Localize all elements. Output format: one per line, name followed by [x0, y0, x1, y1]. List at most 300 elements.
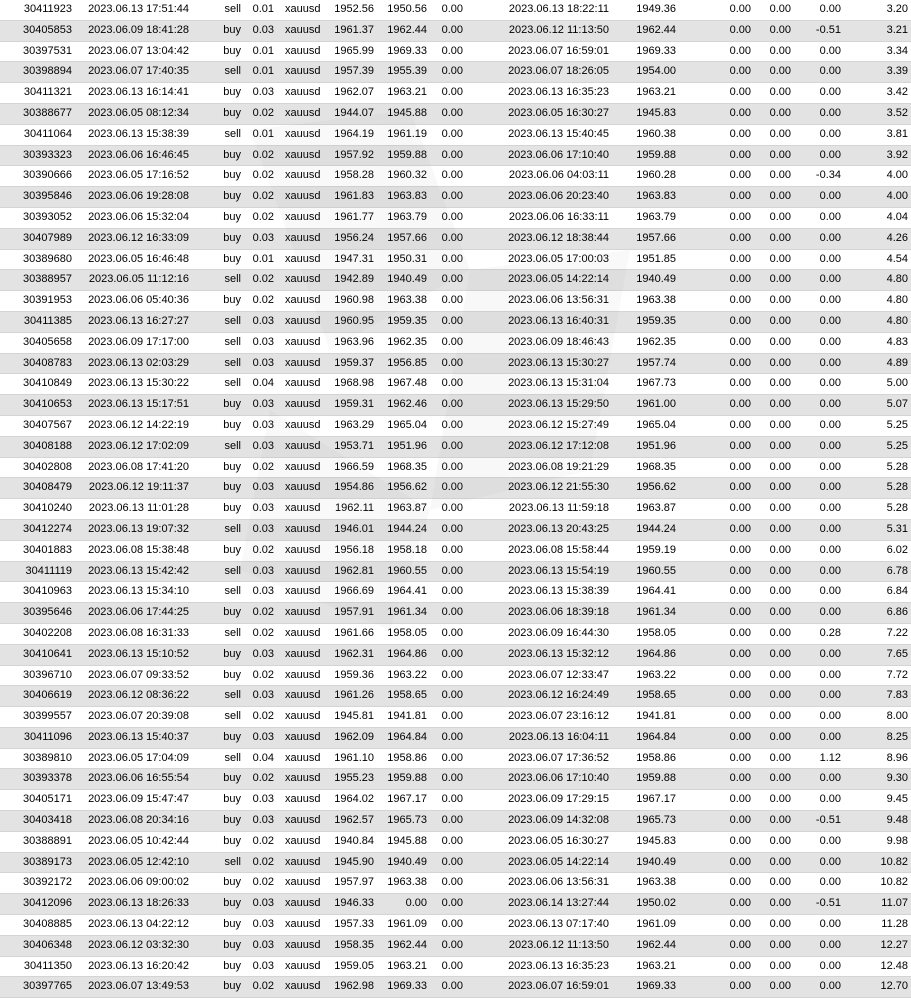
table-row[interactable]: [0, 187, 911, 208]
cell-open-price: 1956.18: [327, 540, 377, 561]
cell-taxes: 0.00: [754, 249, 794, 270]
cell-sl: 1961.19: [377, 124, 430, 145]
cell-close-time: 2023.06.06 13:56:31: [466, 291, 612, 312]
cell-taxes: 0.00: [754, 0, 794, 20]
cell-sl: 1950.56: [377, 0, 430, 20]
table-row[interactable]: [0, 166, 911, 187]
cell-type: buy: [192, 83, 244, 104]
cell-tp: 0.00: [430, 124, 466, 145]
cell-symbol: xauusd: [277, 457, 327, 478]
cell-profit: 4.80: [844, 291, 911, 312]
cell-close-time: 2023.06.05 14:22:14: [466, 270, 612, 291]
cell-close-price: 1960.55: [612, 561, 679, 582]
cell-volume: 0.02: [244, 187, 277, 208]
cell-taxes: 0.00: [754, 207, 794, 228]
cell-type: sell: [192, 686, 244, 707]
cell-symbol: xauusd: [277, 727, 327, 748]
table-row[interactable]: [0, 748, 911, 769]
cell-close-time: 2023.06.13 16:35:23: [466, 956, 612, 977]
cell-open-time: 2023.06.13 18:26:33: [75, 894, 192, 915]
cell-symbol: xauusd: [277, 540, 327, 561]
cell-taxes: 0.00: [754, 623, 794, 644]
cell-open-price: 1960.98: [327, 291, 377, 312]
cell-sl: 1958.18: [377, 540, 430, 561]
cell-type: sell: [192, 436, 244, 457]
cell-close-price: 1941.81: [612, 707, 679, 728]
cell-open-time: 2023.06.08 15:38:48: [75, 540, 192, 561]
cell-ticket: 30411321: [0, 83, 75, 104]
cell-sl: 1950.31: [377, 249, 430, 270]
cell-tp: 0.00: [430, 519, 466, 540]
cell-symbol: xauusd: [277, 977, 327, 998]
cell-close-time: 2023.06.12 11:13:50: [466, 20, 612, 41]
cell-open-price: 1944.07: [327, 103, 377, 124]
cell-commission: 0.00: [679, 0, 754, 20]
cell-tp: 0.00: [430, 873, 466, 894]
cell-type: sell: [192, 707, 244, 728]
table-row[interactable]: [0, 603, 911, 624]
cell-sl: 1956.85: [377, 353, 430, 374]
cell-type: buy: [192, 540, 244, 561]
cell-swap: -0.51: [794, 894, 844, 915]
cell-taxes: 0.00: [754, 41, 794, 62]
cell-type: sell: [192, 311, 244, 332]
table-row[interactable]: [0, 103, 911, 124]
cell-swap: 0.00: [794, 103, 844, 124]
cell-taxes: 0.00: [754, 977, 794, 998]
table-row[interactable]: [0, 540, 911, 561]
cell-sl: 1963.38: [377, 873, 430, 894]
cell-open-price: 1966.69: [327, 582, 377, 603]
cell-volume: 0.03: [244, 499, 277, 520]
cell-sl: 1969.33: [377, 41, 430, 62]
table-row[interactable]: [0, 561, 911, 582]
cell-taxes: 0.00: [754, 665, 794, 686]
cell-profit: 3.42: [844, 83, 911, 104]
cell-commission: 0.00: [679, 353, 754, 374]
cell-profit: 5.25: [844, 436, 911, 457]
cell-close-time: 2023.06.13 15:54:19: [466, 561, 612, 582]
cell-sl: 1958.05: [377, 623, 430, 644]
cell-type: buy: [192, 811, 244, 832]
cell-volume: 0.02: [244, 603, 277, 624]
table-row[interactable]: [0, 935, 911, 956]
cell-open-time: 2023.06.05 11:12:16: [75, 270, 192, 291]
cell-close-price: 1940.49: [612, 852, 679, 873]
cell-swap: 0.00: [794, 686, 844, 707]
cell-sl: 1965.73: [377, 811, 430, 832]
cell-commission: 0.00: [679, 894, 754, 915]
cell-tp: 0.00: [430, 790, 466, 811]
cell-tp: 0.00: [430, 582, 466, 603]
table-row[interactable]: [0, 582, 911, 603]
cell-type: buy: [192, 665, 244, 686]
table-row[interactable]: [0, 623, 911, 644]
cell-commission: 0.00: [679, 187, 754, 208]
cell-open-time: 2023.06.05 17:16:52: [75, 166, 192, 187]
cell-open-time: 2023.06.13 04:22:12: [75, 915, 192, 936]
table-row[interactable]: [0, 686, 911, 707]
cell-taxes: 0.00: [754, 270, 794, 291]
cell-tp: 0.00: [430, 145, 466, 166]
cell-commission: 0.00: [679, 41, 754, 62]
cell-commission: 0.00: [679, 415, 754, 436]
cell-sl: 1957.66: [377, 228, 430, 249]
cell-close-price: 1964.84: [612, 727, 679, 748]
cell-commission: 0.00: [679, 769, 754, 790]
cell-close-time: 2023.06.09 18:46:43: [466, 332, 612, 353]
cell-open-time: 2023.06.12 03:32:30: [75, 935, 192, 956]
cell-ticket: 30396710: [0, 665, 75, 686]
cell-open-time: 2023.06.06 17:44:25: [75, 603, 192, 624]
table-row[interactable]: [0, 145, 911, 166]
cell-type: buy: [192, 894, 244, 915]
table-row[interactable]: [0, 811, 911, 832]
cell-volume: 0.03: [244, 686, 277, 707]
cell-ticket: 30407567: [0, 415, 75, 436]
cell-type: sell: [192, 124, 244, 145]
cell-swap: 0.00: [794, 62, 844, 83]
cell-close-time: 2023.06.13 20:43:25: [466, 519, 612, 540]
cell-close-time: 2023.06.09 16:44:30: [466, 623, 612, 644]
table-row[interactable]: [0, 727, 911, 748]
cell-symbol: xauusd: [277, 124, 327, 145]
cell-close-price: 1951.96: [612, 436, 679, 457]
cell-open-time: 2023.06.13 15:10:52: [75, 644, 192, 665]
cell-open-price: 1959.36: [327, 665, 377, 686]
cell-type: buy: [192, 207, 244, 228]
cell-swap: 0.00: [794, 187, 844, 208]
cell-close-price: 1957.66: [612, 228, 679, 249]
cell-open-time: 2023.06.07 20:39:08: [75, 707, 192, 728]
cell-volume: 0.03: [244, 228, 277, 249]
table-row[interactable]: [0, 374, 911, 395]
cell-close-time: 2023.06.08 19:21:29: [466, 457, 612, 478]
cell-close-price: 1963.87: [612, 499, 679, 520]
cell-ticket: 30388957: [0, 270, 75, 291]
cell-volume: 0.02: [244, 665, 277, 686]
cell-ticket: 30412274: [0, 519, 75, 540]
table-row[interactable]: [0, 894, 911, 915]
cell-open-time: 2023.06.12 17:02:09: [75, 436, 192, 457]
cell-close-time: 2023.06.13 15:40:45: [466, 124, 612, 145]
cell-tp: 0.00: [430, 395, 466, 416]
cell-swap: 0.00: [794, 415, 844, 436]
table-row[interactable]: [0, 644, 911, 665]
cell-profit: 4.00: [844, 187, 911, 208]
cell-type: buy: [192, 228, 244, 249]
cell-open-time: 2023.06.08 17:41:20: [75, 457, 192, 478]
table-row[interactable]: [0, 790, 911, 811]
cell-profit: 3.92: [844, 145, 911, 166]
cell-profit: 9.30: [844, 769, 911, 790]
cell-volume: 0.02: [244, 873, 277, 894]
cell-ticket: 30408188: [0, 436, 75, 457]
table-row[interactable]: [0, 395, 911, 416]
cell-symbol: xauusd: [277, 249, 327, 270]
cell-type: buy: [192, 956, 244, 977]
cell-swap: 1.12: [794, 748, 844, 769]
table-row[interactable]: [0, 62, 911, 83]
table-row[interactable]: [0, 249, 911, 270]
cell-close-price: 1961.34: [612, 603, 679, 624]
cell-open-price: 1946.33: [327, 894, 377, 915]
cell-type: buy: [192, 727, 244, 748]
cell-tp: 0.00: [430, 436, 466, 457]
table-row[interactable]: [0, 0, 911, 20]
table-row[interactable]: [0, 707, 911, 728]
cell-close-time: 2023.06.07 18:26:05: [466, 62, 612, 83]
cell-close-time: 2023.06.08 15:58:44: [466, 540, 612, 561]
cell-sl: 1963.38: [377, 291, 430, 312]
cell-type: buy: [192, 20, 244, 41]
cell-close-time: 2023.06.05 14:22:14: [466, 852, 612, 873]
cell-commission: 0.00: [679, 519, 754, 540]
table-row[interactable]: [0, 519, 911, 540]
cell-sl: 1945.88: [377, 831, 430, 852]
cell-taxes: 0.00: [754, 166, 794, 187]
cell-close-price: 1958.65: [612, 686, 679, 707]
table-row[interactable]: [0, 207, 911, 228]
table-row[interactable]: [0, 956, 911, 977]
cell-sl: 1967.48: [377, 374, 430, 395]
table-row[interactable]: [0, 83, 911, 104]
cell-profit: 12.48: [844, 956, 911, 977]
cell-profit: 12.27: [844, 935, 911, 956]
table-row[interactable]: [0, 311, 911, 332]
cell-open-time: 2023.06.07 09:33:52: [75, 665, 192, 686]
cell-tp: 0.00: [430, 187, 466, 208]
table-row[interactable]: [0, 873, 911, 894]
cell-taxes: 0.00: [754, 374, 794, 395]
cell-tp: 0.00: [430, 415, 466, 436]
cell-type: buy: [192, 41, 244, 62]
cell-ticket: 30411385: [0, 311, 75, 332]
cell-open-time: 2023.06.13 15:17:51: [75, 395, 192, 416]
cell-ticket: 30389173: [0, 852, 75, 873]
cell-tp: 0.00: [430, 103, 466, 124]
cell-type: buy: [192, 873, 244, 894]
cell-type: buy: [192, 415, 244, 436]
cell-symbol: xauusd: [277, 769, 327, 790]
cell-ticket: 30410849: [0, 374, 75, 395]
cell-open-time: 2023.06.13 15:40:37: [75, 727, 192, 748]
cell-type: buy: [192, 769, 244, 790]
cell-open-time: 2023.06.13 15:42:42: [75, 561, 192, 582]
cell-volume: 0.01: [244, 249, 277, 270]
cell-profit: 11.28: [844, 915, 911, 936]
cell-volume: 0.03: [244, 83, 277, 104]
cell-commission: 0.00: [679, 207, 754, 228]
cell-close-time: 2023.06.07 17:36:52: [466, 748, 612, 769]
cell-ticket: 30388891: [0, 831, 75, 852]
cell-open-price: 1961.77: [327, 207, 377, 228]
cell-symbol: xauusd: [277, 894, 327, 915]
cell-commission: 0.00: [679, 623, 754, 644]
cell-sl: 1962.35: [377, 332, 430, 353]
cell-close-time: 2023.06.13 15:32:12: [466, 644, 612, 665]
cell-close-price: 1960.38: [612, 124, 679, 145]
cell-taxes: 0.00: [754, 499, 794, 520]
cell-ticket: 30410653: [0, 395, 75, 416]
cell-open-price: 1945.90: [327, 852, 377, 873]
cell-ticket: 30408783: [0, 353, 75, 374]
cell-symbol: xauusd: [277, 623, 327, 644]
cell-volume: 0.03: [244, 478, 277, 499]
cell-taxes: 0.00: [754, 519, 794, 540]
cell-volume: 0.02: [244, 540, 277, 561]
cell-close-price: 1945.83: [612, 103, 679, 124]
cell-swap: 0.00: [794, 519, 844, 540]
cell-open-price: 1958.28: [327, 166, 377, 187]
cell-open-time: 2023.06.05 16:46:48: [75, 249, 192, 270]
table-row[interactable]: [0, 831, 911, 852]
cell-tp: 0.00: [430, 561, 466, 582]
table-row[interactable]: [0, 124, 911, 145]
cell-ticket: 30390666: [0, 166, 75, 187]
cell-profit: 4.80: [844, 311, 911, 332]
cell-tp: 0.00: [430, 665, 466, 686]
cell-type: sell: [192, 62, 244, 83]
cell-close-price: 1954.00: [612, 62, 679, 83]
cell-close-price: 1957.74: [612, 353, 679, 374]
cell-type: buy: [192, 915, 244, 936]
cell-volume: 0.02: [244, 623, 277, 644]
cell-swap: -0.34: [794, 166, 844, 187]
cell-close-time: 2023.06.06 17:10:40: [466, 145, 612, 166]
cell-open-time: 2023.06.09 17:17:00: [75, 332, 192, 353]
cell-tp: 0.00: [430, 915, 466, 936]
table-row[interactable]: [0, 270, 911, 291]
cell-sl: 1964.41: [377, 582, 430, 603]
cell-symbol: xauusd: [277, 478, 327, 499]
cell-commission: 0.00: [679, 228, 754, 249]
cell-swap: 0.00: [794, 915, 844, 936]
cell-open-price: 1960.95: [327, 311, 377, 332]
cell-close-price: 1959.35: [612, 311, 679, 332]
table-row[interactable]: [0, 478, 911, 499]
cell-open-time: 2023.06.13 15:38:39: [75, 124, 192, 145]
cell-ticket: 30407989: [0, 228, 75, 249]
cell-sl: 1963.21: [377, 956, 430, 977]
table-row[interactable]: [0, 353, 911, 374]
cell-close-price: 1965.73: [612, 811, 679, 832]
cell-close-time: 2023.06.13 15:38:39: [466, 582, 612, 603]
cell-profit: 7.65: [844, 644, 911, 665]
cell-profit: 8.96: [844, 748, 911, 769]
cell-volume: 0.03: [244, 915, 277, 936]
cell-symbol: xauusd: [277, 873, 327, 894]
cell-close-time: 2023.06.13 15:31:04: [466, 374, 612, 395]
cell-type: buy: [192, 603, 244, 624]
cell-type: buy: [192, 395, 244, 416]
cell-close-price: 1944.24: [612, 519, 679, 540]
cell-close-price: 1960.28: [612, 166, 679, 187]
cell-swap: 0.00: [794, 83, 844, 104]
cell-volume: 0.03: [244, 395, 277, 416]
cell-tp: 0.00: [430, 727, 466, 748]
cell-symbol: xauusd: [277, 103, 327, 124]
cell-volume: 0.03: [244, 727, 277, 748]
cell-open-price: 1966.59: [327, 457, 377, 478]
cell-close-price: 1962.44: [612, 20, 679, 41]
cell-type: buy: [192, 831, 244, 852]
cell-sl: 1962.44: [377, 935, 430, 956]
cell-tp: 0.00: [430, 457, 466, 478]
table-row[interactable]: [0, 20, 911, 41]
cell-close-time: 2023.06.12 17:12:08: [466, 436, 612, 457]
cell-close-time: 2023.06.07 16:59:01: [466, 977, 612, 998]
table-row[interactable]: [0, 41, 911, 62]
cell-ticket: 30406619: [0, 686, 75, 707]
cell-symbol: xauusd: [277, 20, 327, 41]
cell-volume: 0.03: [244, 894, 277, 915]
cell-type: buy: [192, 166, 244, 187]
table-row[interactable]: [0, 665, 911, 686]
cell-open-price: 1957.92: [327, 145, 377, 166]
cell-swap: 0.00: [794, 291, 844, 312]
cell-swap: 0.00: [794, 374, 844, 395]
cell-sl: 1944.24: [377, 519, 430, 540]
table-row[interactable]: [0, 457, 911, 478]
table-row[interactable]: [0, 332, 911, 353]
cell-ticket: 30393378: [0, 769, 75, 790]
cell-swap: 0.00: [794, 145, 844, 166]
cell-open-price: 1962.07: [327, 83, 377, 104]
cell-commission: 0.00: [679, 62, 754, 83]
cell-symbol: xauusd: [277, 311, 327, 332]
cell-open-time: 2023.06.13 16:20:42: [75, 956, 192, 977]
table-row[interactable]: [0, 415, 911, 436]
cell-sl: 1963.21: [377, 83, 430, 104]
cell-close-time: 2023.06.05 16:30:27: [466, 103, 612, 124]
table-row[interactable]: [0, 499, 911, 520]
table-row[interactable]: [0, 291, 911, 312]
cell-ticket: 30395646: [0, 603, 75, 624]
cell-taxes: 0.00: [754, 332, 794, 353]
table-row[interactable]: [0, 915, 911, 936]
cell-ticket: 30406348: [0, 935, 75, 956]
cell-taxes: 0.00: [754, 811, 794, 832]
cell-swap: 0.00: [794, 831, 844, 852]
cell-close-price: 1963.38: [612, 873, 679, 894]
table-row[interactable]: [0, 769, 911, 790]
cell-open-price: 1963.96: [327, 332, 377, 353]
cell-volume: 0.03: [244, 20, 277, 41]
table-row[interactable]: [0, 228, 911, 249]
table-row[interactable]: [0, 852, 911, 873]
cell-open-price: 1961.83: [327, 187, 377, 208]
cell-open-price: 1956.24: [327, 228, 377, 249]
cell-tp: 0.00: [430, 977, 466, 998]
table-row[interactable]: [0, 977, 911, 998]
cell-open-price: 1961.66: [327, 623, 377, 644]
cell-swap: -0.51: [794, 20, 844, 41]
cell-close-price: 1959.88: [612, 145, 679, 166]
cell-tp: 0.00: [430, 20, 466, 41]
cell-close-time: 2023.06.06 04:03:11: [466, 166, 612, 187]
cell-symbol: xauusd: [277, 270, 327, 291]
table-row[interactable]: [0, 436, 911, 457]
cell-taxes: 0.00: [754, 915, 794, 936]
cell-sl: 1962.46: [377, 395, 430, 416]
cell-open-time: 2023.06.12 16:33:09: [75, 228, 192, 249]
cell-commission: 0.00: [679, 311, 754, 332]
cell-symbol: xauusd: [277, 582, 327, 603]
cell-taxes: 0.00: [754, 790, 794, 811]
cell-open-time: 2023.06.05 12:42:10: [75, 852, 192, 873]
cell-swap: 0.00: [794, 270, 844, 291]
